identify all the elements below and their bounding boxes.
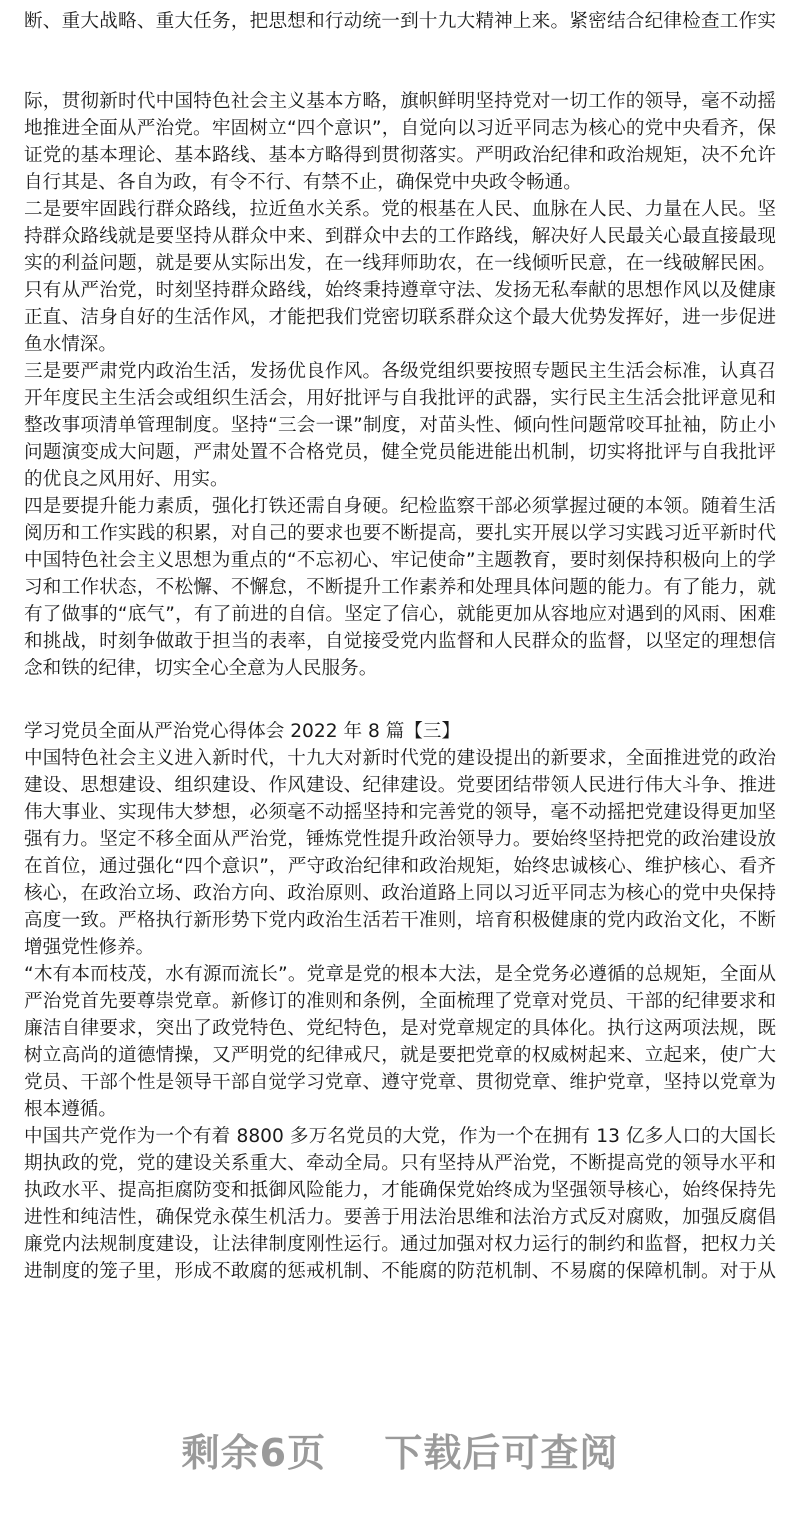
- text-line: 和挑战，时刻争做敢于担当的表率，自觉接受党内监督和人民群众的监督，以坚定的理想信: [24, 631, 776, 652]
- text-line: 建设、思想建设、组织建设、作风建设、纪律建设。党要团结带领人民进行伟大斗争、推进: [24, 775, 776, 796]
- text-line: 期执政的党，党的建设关系重大、牵动全局。只有坚持从严治党，不断提高党的领导水平和: [24, 1153, 776, 1174]
- text-line: 强有力。坚定不移全面从严治党，锤炼党性提升政治领导力。要始终坚持把党的政治建设放: [24, 829, 776, 850]
- text-line: 中国共产党作为一个有着 8800 多万名党员的大党，作为一个在拥有 13 亿多人口的大国长: [24, 1126, 776, 1147]
- text-line: 的优良之风用好、用实。: [24, 469, 229, 490]
- text-line: 树立高尚的道德情操，又严明党的纪律戒尺，就是要把党章的权威树起来、立起来，使广大: [24, 1045, 776, 1066]
- text-line: 证党的基本理论、基本路线、基本方略得到贯彻落实。严明政治纪律和政治规矩，决不允许: [24, 145, 776, 166]
- remaining-pages-label: 剩余6页: [181, 1431, 327, 1475]
- text-line: 中国特色社会主义进入新时代，十九大对新时代党的建设提出的新要求，全面推进党的政治: [24, 748, 776, 769]
- text-line: 问题演变成大问题，严肃处置不合格党员，健全党员能进能出机制，切实将批评与自我批评: [24, 442, 776, 463]
- document-top-fragment: [24, 8, 776, 35]
- text-line: 执政水平、提高拒腐防变和抵御风险能力，才能确保党始终成为坚强领导核心，始终保持先: [24, 1180, 776, 1201]
- text-line: 持群众路线就是要坚持从群众中来、到群众中去的工作路线，解决好人民最关心最直接最现: [24, 226, 776, 247]
- text-line: 只有从严治党，时刻坚持群众路线，始终秉持遵章守法、发扬无私奉献的思想作风以及健康: [24, 280, 776, 301]
- text-line: 实的利益问题，就是要从实际出发，在一线拜师助农，在一线倾听民意，在一线破解民困。: [24, 253, 776, 274]
- text-line: “木有本而枝茂，水有源而流长”。党章是党的根本大法，是全党务必遵循的总规矩，全面从: [24, 964, 776, 985]
- text-line: 有了做事的“底气”，有了前进的自信。坚定了信心，就能更加从容地应对遇到的风雨、困难: [24, 604, 776, 625]
- text-line: 习和工作状态，不松懈、不懈怠，不断提升工作素养和处理具体问题的能力。有了能力，就: [24, 577, 776, 598]
- text-line: 整改事项清单管理制度。坚持“三会一课”制度，对苗头性、倾向性问题常咬耳扯袖，防止小: [24, 415, 776, 436]
- text-line: 增强党性修养。: [24, 937, 155, 958]
- text-line: 高度一致。严格执行新形势下党内政治生活若干准则，培育积极健康的党内政治文化，不断: [24, 910, 776, 931]
- text-line: 廉党内法规制度建设，让法律制度刚性运行。通过加强对权力运行的制约和监督，把权力关: [24, 1234, 776, 1255]
- text-line: 地推进全面从严治党。牢固树立“四个意识”，自觉向以习近平同志为核心的党中央看齐，保: [24, 118, 776, 139]
- download-prompt[interactable]: [0, 1422, 800, 1477]
- text-line: 开年度民主生活会或组织生活会，用好批评与自我批评的武器，实行民主生活会批评意见和: [24, 388, 776, 409]
- text-line: 断、重大战略、重大任务，把思想和行动统一到十九大精神上来。紧密结合纪律检查工作实: [24, 11, 776, 32]
- text-line: 廉洁自律要求，突出了政党特色、党纪特色，是对党章规定的具体化。执行这两项法规，既: [24, 1018, 776, 1039]
- text-line: 党员、干部个性是领导干部自觉学习党章、遵守党章、贯彻党章、维护党章，坚持以党章为: [24, 1072, 776, 1093]
- text-line: 四是要提升能力素质，强化打铁还需自身硬。纪检监察干部必须掌握过硬的本领。随着生活: [24, 496, 776, 517]
- text-line: 根本遵循。: [24, 1099, 117, 1120]
- text-line: 严治党首先要尊崇党章。新修订的准则和条例，全面梳理了党章对党员、干部的纪律要求和: [24, 991, 776, 1012]
- text-line: 际，贯彻新时代中国特色社会主义基本方略，旗帜鲜明坚持党对一切工作的领导，毫不动摇: [24, 91, 776, 112]
- section-heading: 学习党员全面从严治党心得体会 2022 年 8 篇【三】: [24, 721, 461, 742]
- text-line: 进性和纯洁性，确保党永葆生机活力。要善于用法治思维和法治方式反对腐败，加强反腐倡: [24, 1207, 776, 1228]
- text-line: 阅历和工作实践的积累，对自己的要求也要不断提高，要扎实开展以学习实践习近平新时代: [24, 523, 776, 544]
- text-line: 伟大事业、实现伟大梦想，必须毫不动摇坚持和完善党的领导，毫不动摇把党建设得更加坚: [24, 802, 776, 823]
- text-line: 核心，在政治立场、政治方向、政治原则、政治道路上同以习近平同志为核心的党中央保持: [24, 883, 776, 904]
- text-line: 念和铁的纪律，切实全心全意为人民服务。: [24, 658, 378, 679]
- section-gap: [24, 682, 776, 718]
- text-line: 自行其是、各自为政，有令不行、有禁不止，确保党中央政令畅通。: [24, 172, 582, 193]
- text-line: 二是要牢固践行群众路线，拉近鱼水关系。党的根基在人民、血脉在人民、力量在人民。坚: [24, 199, 776, 220]
- text-line: 三是要严肃党内政治生活，发扬优良作风。各级党组织要按照专题民主生活会标准，认真召: [24, 361, 776, 382]
- text-line: 进制度的笼子里，形成不敢腐的惩戒机制、不能腐的防范机制、不易腐的保障机制。对于从: [24, 1261, 776, 1282]
- text-line: 在首位，通过强化“四个意识”，严守政治纪律和政治规矩，始终忠诚核心、维护核心、看齐: [24, 856, 776, 877]
- text-line: 中国特色社会主义思想为重点的“不忘初心、牢记使命”主题教育，要时刻保持积极向上的学: [24, 550, 776, 571]
- download-hint-label: 下载后可查阅: [384, 1431, 619, 1475]
- document-body: [24, 88, 776, 1285]
- text-line: 鱼水情深。: [24, 334, 117, 355]
- text-line: 正直、洁身自好的生活作风，才能把我们党密切联系群众这个最大优势发挥好，进一步促进: [24, 307, 776, 328]
